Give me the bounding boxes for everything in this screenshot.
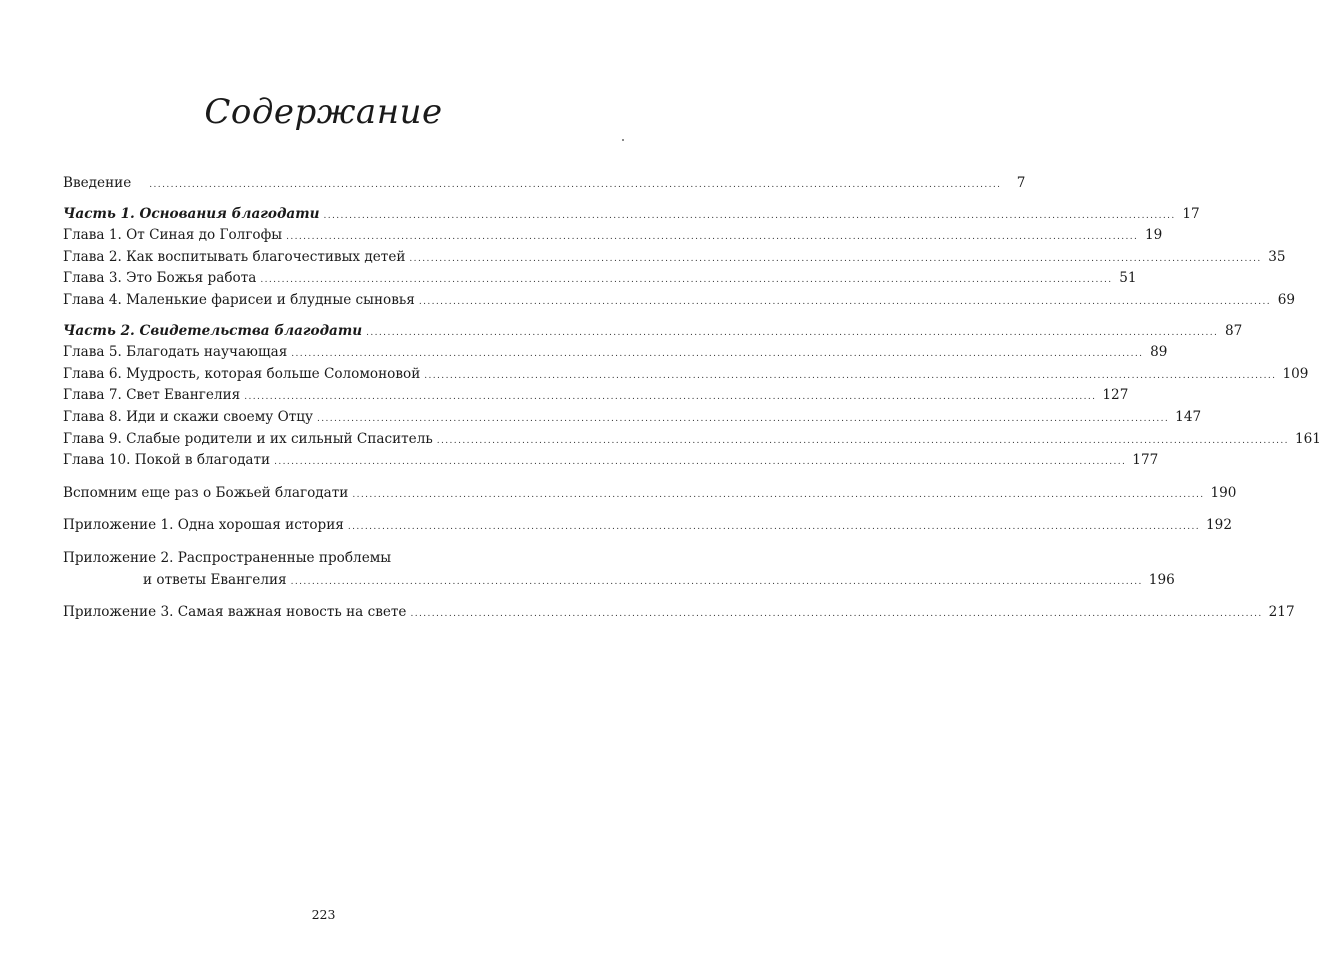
toc-entry-label: Глава 4. Маленькие фарисеи и блудные сыновья [63, 291, 415, 308]
toc-entry-label: Глава 8. Иди и скажи своему Отцу [63, 408, 313, 425]
toc-entry-appendix-1[interactable] [63, 515, 1232, 537]
toc-entry-chapter-4[interactable] [63, 290, 1296, 312]
toc-leader-dots: ........................................................................................................................................................................................................ [274, 457, 1127, 468]
toc-entry-label: Глава 1. От Синая до Голгофы [63, 227, 283, 244]
toc-entry-page: 192 [1206, 517, 1232, 534]
toc-entry-label: Глава 3. Это Божья работа [63, 270, 257, 287]
toc-leader-dots: ........................................................................................................................................................................................................ [424, 370, 1277, 381]
toc-entry-page: 177 [1132, 452, 1159, 469]
toc-leader-dots: ........................................................................................................................................................................................................ [409, 253, 1262, 264]
toc-entry-page: 196 [1148, 571, 1175, 588]
toc-entry-page: 127 [1102, 387, 1129, 404]
toc-entry-chapter-7[interactable] [63, 385, 1129, 407]
toc-leader-dots: ........................................................................................................................................................................................................ [352, 489, 1205, 500]
toc-entry-label: Введение [63, 175, 132, 191]
table-of-contents [63, 173, 1321, 624]
toc-entry-page: 35 [1268, 248, 1286, 265]
toc-entry-label: Глава 7. Свет Евангелия [63, 387, 241, 404]
toc-entry-label: Часть 1. Основания благодати [63, 205, 320, 222]
toc-entry-page: 109 [1282, 365, 1309, 382]
toc-leader-dots: ........................................................................................................................................................................................................ [347, 522, 1201, 533]
toc-leader-dots: ........................................................................................................................................................................................................ [244, 392, 1097, 403]
toc-entry-recap[interactable] [63, 483, 1237, 505]
toc-leader-dots: ........................................................................................................................................................................................................ [149, 180, 1002, 190]
toc-entry-label: Приложение 1. Одна хорошая история [63, 517, 344, 534]
toc-entry-introduction[interactable] [63, 173, 1026, 195]
toc-entry-chapter-5[interactable] [63, 342, 1168, 364]
toc-entry-page: 190 [1210, 484, 1237, 501]
toc-leader-dots: ........................................................................................................................................................................................................ [410, 609, 1263, 620]
toc-entry-chapter-8[interactable] [63, 407, 1202, 429]
toc-entry-label: Приложение 3. Самая важная новость на свете [63, 604, 407, 621]
toc-entry-label: Глава 9. Слабые родители и их сильный Спаситель [63, 430, 433, 447]
toc-entry-label: Приложение 2. Распространенные проблемы [63, 549, 392, 566]
toc-entry-label: Глава 2. Как воспитывать благочестивых детей [63, 248, 406, 265]
toc-entry-chapter-2[interactable] [63, 247, 1286, 269]
toc-leader-dots: ........................................................................................................................................................................................................ [290, 576, 1143, 587]
toc-entry-label: Глава 10. Покой в благодати [63, 452, 271, 469]
toc-entry-page: 89 [1150, 344, 1168, 361]
toc-leader-dots: ........................................................................................................................................................................................................ [286, 232, 1139, 243]
toc-entry-label: Часть 2. Свидетельства благодати [63, 322, 363, 339]
toc-entry-page: 19 [1144, 227, 1163, 244]
toc-entry-chapter-10[interactable] [63, 450, 1159, 472]
toc-leader-dots: ........................................................................................................................................................................................................ [436, 435, 1289, 446]
toc-leader-dots: ........................................................................................................................................................................................................ [317, 413, 1170, 424]
toc-entry-page: 217 [1268, 604, 1295, 621]
toc-entry-page: 87 [1225, 322, 1243, 339]
toc-entry-label: Глава 5. Благодать научающая [63, 344, 288, 361]
toc-entry-page: 7 [1016, 175, 1026, 191]
toc-entry-chapter-6[interactable] [63, 364, 1309, 386]
toc-entry-page: 161 [1294, 430, 1321, 447]
toc-leader-dots: ........................................................................................................................................................................................................ [323, 210, 1176, 221]
toc-entry-part-2[interactable] [63, 321, 1243, 343]
toc-entry-label: Глава 6. Мудрость, которая больше Соломоновой [63, 365, 421, 382]
toc-entry-chapter-1[interactable] [63, 225, 1163, 247]
toc-entry-label: Вспомним еще раз о Божьей благодати [63, 484, 349, 501]
toc-entry-chapter-3[interactable] [63, 268, 1137, 290]
toc-entry-page: 51 [1119, 270, 1137, 287]
toc-entry-appendix-2-line-1[interactable] [63, 548, 583, 570]
toc-entry-label-continued: и ответы Евангелия [143, 571, 287, 588]
toc-entry-chapter-9[interactable] [63, 429, 1321, 451]
toc-entry-part-1[interactable] [63, 204, 1200, 226]
toc-leader-dots: ........................................................................................................................................................................................................ [366, 327, 1219, 338]
toc-title: Содержание [204, 92, 443, 132]
toc-entry-page: 147 [1175, 408, 1202, 425]
toc-entry-appendix-2-line-2[interactable] [63, 570, 1175, 592]
page-number: 223 [311, 907, 336, 922]
toc-leader-dots: ........................................................................................................................................................................................................ [418, 296, 1272, 307]
toc-entry-appendix-3[interactable] [63, 602, 1295, 624]
toc-leader-dots: ........................................................................................................................................................................................................ [260, 275, 1113, 286]
toc-entry-page: 69 [1277, 291, 1296, 308]
toc-leader-dots: ........................................................................................................................................................................................................ [291, 349, 1144, 360]
paper-speck [622, 139, 624, 141]
toc-entry-page: 17 [1182, 205, 1200, 222]
